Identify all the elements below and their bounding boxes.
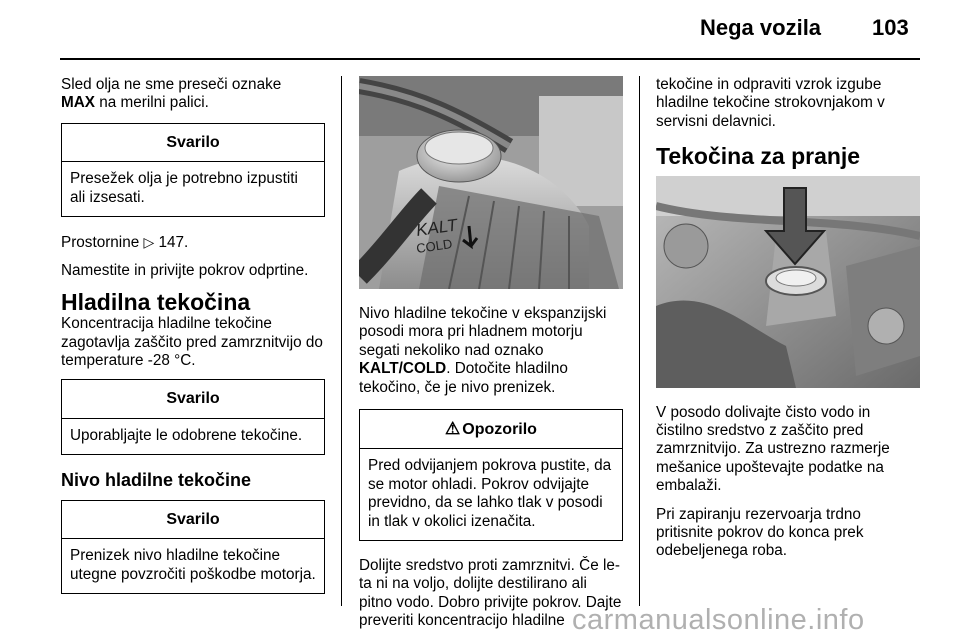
antifreeze-paragraph: Dolijte sredstvo proti zamrznitvi. Če le-ta ni na voljo, dolijte destilirano ali pitno vodo. Dobro privijte pokrov. Dajte preveriti koncentracijo hladilne <box>359 557 622 630</box>
warning-text: Pred odvijanjem pokrova pustite, da se motor ohladi. Pokrov odvijajte previdno, da se lahko tlak v posodi in tlak v okolici izenačita. <box>368 457 612 530</box>
column-divider-1 <box>341 76 342 606</box>
oil-intro-paragraph: Sled olja ne sme preseči oznake MAX na merilni palici. <box>61 76 282 112</box>
heading-washer-fluid: Tekočina za pranje <box>656 143 861 170</box>
washer-reservoir-photo <box>656 176 920 388</box>
warning-triangle-icon: ⚠ <box>445 419 461 439</box>
page-number: 103 <box>872 15 909 40</box>
warning-heading: ⚠ Opozorilo <box>360 410 622 449</box>
coolant-reservoir-photo <box>359 76 623 289</box>
caution-box-coolant <box>61 379 325 455</box>
caution-text: Prenizek nivo hladilne tekočine utegne povzročiti poškodbe motorja. <box>70 547 316 583</box>
column-1 <box>61 76 325 610</box>
caution-heading: Svarilo <box>62 124 324 162</box>
page-header-title: Nega vozila <box>700 15 822 40</box>
column-divider-2 <box>639 76 640 606</box>
caution-box-oil <box>61 123 325 217</box>
header-rule <box>60 58 920 60</box>
heading-coolant: Hladilna tekočina <box>61 288 251 315</box>
washer-cap-paragraph: Pri zapiranju rezervoarja trdno pritisnite pokrov do konca prek odebeljenega roba. <box>656 505 864 560</box>
caution-text: Presežek olja je potrebno izpustiti ali izsesati. <box>70 170 298 206</box>
kalt-label: KALT <box>414 215 459 240</box>
column-3 <box>656 76 920 571</box>
page-reference-icon: ▷ <box>143 234 155 251</box>
caution-box-level <box>61 500 325 594</box>
cap-instruction: Namestite in privijte pokrov odprtine. <box>61 262 309 280</box>
coolant-level-paragraph: Nivo hladilne tekočine v ekspanzijski posodi mora pri hladnem motorju segati nekoliko nad oznako KALT/COLD. Dotočite hladilno tekočino, če je nivo prenizek. <box>359 305 607 396</box>
washer-fill-paragraph: V posodo dolivajte čisto vodo in čistilno sredstvo z zaščito pred zamrznitvijo. Za ustrezno razmerje mešanice upoštevajte podatke na embalaži. <box>656 403 890 495</box>
capacity-reference: Prostornine ▷ 147. <box>61 234 189 252</box>
kalt-cold-mark: KALT/COLD <box>359 360 447 378</box>
heading-coolant-level: Nivo hladilne tekočine <box>61 470 252 491</box>
caution-heading: Svarilo <box>62 380 324 418</box>
warning-box <box>359 409 623 541</box>
coolant-continued-text: tekočine in odpraviti vzrok izgube hladilne tekočine strokovnjakom v servisni delavnici. <box>656 76 885 130</box>
watermark: carmanualsonline.info <box>572 604 865 636</box>
column-2 <box>359 76 623 641</box>
cold-label: COLD <box>415 236 454 256</box>
max-mark: MAX <box>61 94 95 112</box>
caution-heading: Svarilo <box>62 501 324 539</box>
capacity-page-link[interactable]: 147. <box>158 234 189 252</box>
caution-text: Uporabljajte le odobrene tekočine. <box>70 426 303 444</box>
coolant-concentration-text: Koncentracija hladilne tekočine zagotavlja zaščito pred zamrznitvijo do temperature -28 °C. <box>61 315 323 370</box>
